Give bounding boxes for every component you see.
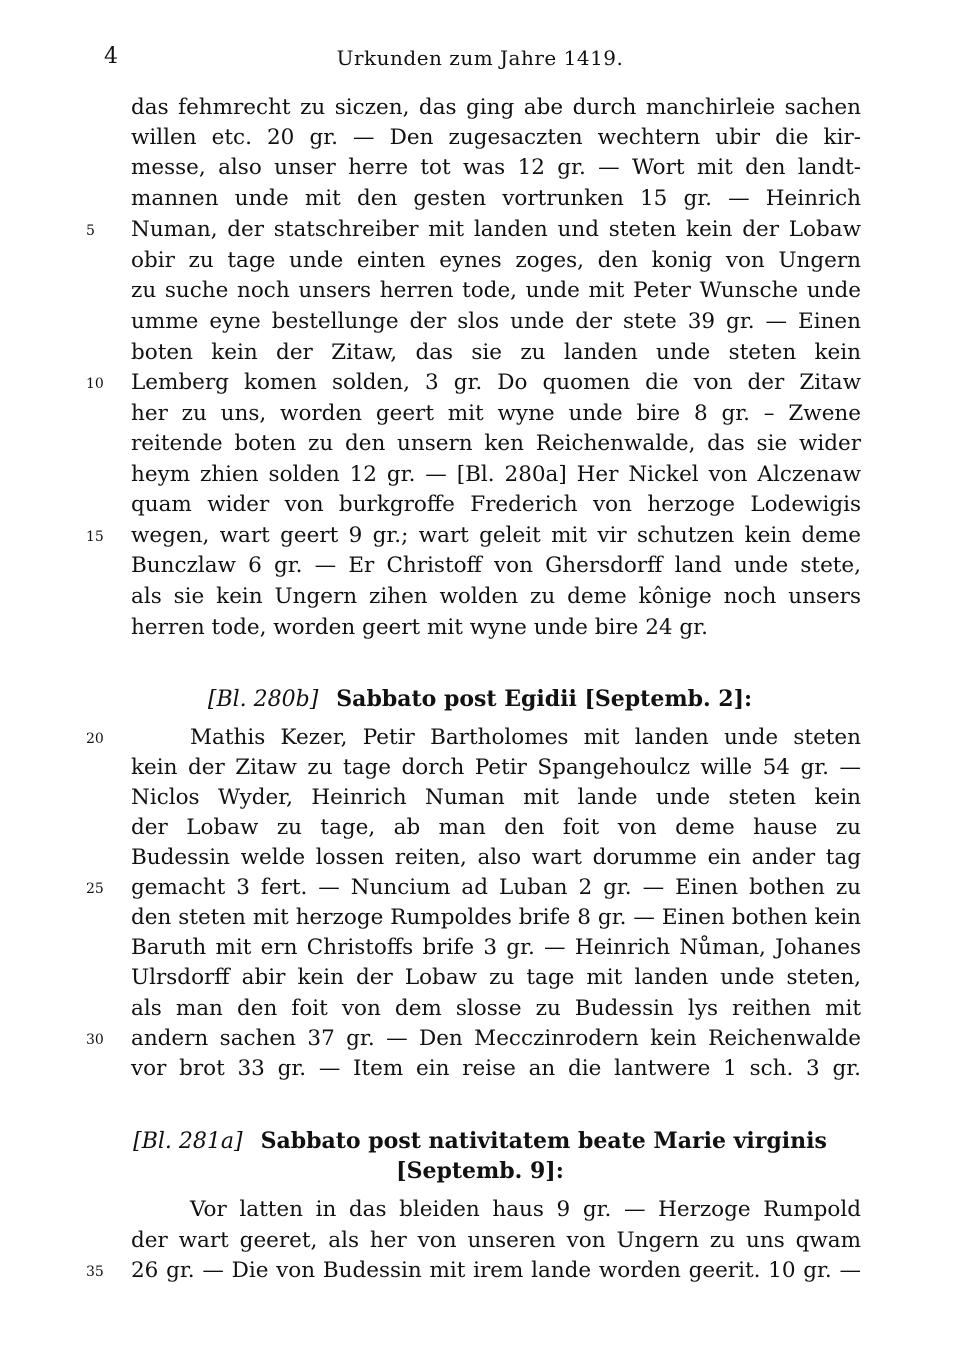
text-line: Vor latten in das bleiden haus 9 gr. — Herzoge Rumpold xyxy=(190,1197,861,1222)
line-number-20: 20 xyxy=(86,731,104,747)
text-line: das fehmrecht zu siczen, das ging abe durch manchirleie sachen xyxy=(131,95,861,120)
section-title: Sabbato post Egidii [Septemb. 2]: xyxy=(336,686,753,712)
running-title: Urkunden zum Jahre 1419. xyxy=(336,46,624,70)
text-line: Baruth mit ern Christoffs brife 3 gr. — Heinrich Nůman, Johanes xyxy=(131,935,861,960)
text-line: reitende boten zu den unsern ken Reichenwalde, das sie wider xyxy=(131,431,861,456)
line-number-30: 30 xyxy=(86,1032,104,1048)
line-number-25: 25 xyxy=(86,881,104,897)
text-line: Ulrsdorff abir kein der Lobaw zu tage mit landen unde steten, xyxy=(131,965,861,990)
text-line: kein der Zitaw zu tage dorch Petir Spangehoulcz wille 54 gr. — xyxy=(131,755,861,780)
section-heading-continued xyxy=(0,1155,960,1187)
folio-reference: [Bl. 281a] xyxy=(133,1129,243,1154)
text-line: her zu uns, worden geert mit wyne unde bire 8 gr. – Zwene xyxy=(131,401,861,426)
folio-reference: [Bl. 280b] xyxy=(207,687,319,712)
text-line: umme eyne bestellunge der slos unde der stete 39 gr. — Einen xyxy=(131,309,861,334)
text-line: heym zhien solden 12 gr. — [Bl. 280a] Her Nickel von Alczenaw xyxy=(131,462,861,487)
text-line: quam wider von burkgroffe Frederich von herzoge Lodewigis xyxy=(131,492,861,517)
text-line: 26 gr. — Die von Budessin mit irem lande worden geerit. 10 gr. — xyxy=(131,1258,861,1283)
section-heading xyxy=(0,1125,960,1157)
section-title-date: [Septemb. 9]: xyxy=(396,1158,564,1184)
text-line: herren tode, worden geert mit wyne unde bire 24 gr. xyxy=(131,615,708,640)
section-title: Sabbato post nativitatem beate Marie virginis xyxy=(260,1128,827,1154)
text-line: Niclos Wyder, Heinrich Numan mit lande unde steten kein xyxy=(131,785,861,810)
line-number-5: 5 xyxy=(86,223,95,239)
text-line: willen etc. 20 gr. — Den zugesaczten wechtern ubir die kir- xyxy=(131,125,861,150)
text-line: den steten mit herzoge Rumpoldes brife 8 gr. — Einen bothen kein xyxy=(131,905,861,930)
text-line: mannen unde mit den gesten vortrunken 15 gr. — Heinrich xyxy=(131,186,861,211)
text-line: messe, also unser herre tot was 12 gr. — Wort mit den landt- xyxy=(131,155,861,180)
page-header xyxy=(0,44,960,76)
line-number-35: 35 xyxy=(86,1264,104,1280)
text-line: Bunczlaw 6 gr. — Er Christoff von Ghersdorff land unde stete, xyxy=(131,553,861,578)
text-line: zu suche noch unsers herren tode, unde mit Peter Wunsche unde xyxy=(131,278,861,303)
text-line: boten kein der Zitaw, das sie zu landen unde steten kein xyxy=(131,340,861,365)
text-line: wegen, wart geert 9 gr.; wart geleit mit vir schutzen kein deme xyxy=(131,523,861,548)
text-line: Mathis Kezer, Petir Bartholomes mit landen unde steten xyxy=(190,725,861,750)
text-line: Numan, der statschreiber mit landen und steten kein der Lobaw xyxy=(131,217,861,242)
text-line: gemacht 3 fert. — Nuncium ad Luban 2 gr. — Einen bothen zu xyxy=(131,875,861,900)
line-number-10: 10 xyxy=(86,376,104,392)
section-heading xyxy=(0,683,960,715)
text-line: der Lobaw zu tage, ab man den foit von deme hause zu xyxy=(131,815,861,840)
text-line: als sie kein Ungern zihen wolden zu deme kônige noch unsers xyxy=(131,584,861,609)
text-line: vor brot 33 gr. — Item ein reise an die lantwere 1 sch. 3 gr. xyxy=(131,1056,861,1081)
text-line: als man den foit von dem slosse zu Budessin lys reithen mit xyxy=(131,996,861,1021)
text-line: obir zu tage unde einten eynes zoges, den konig von Ungern xyxy=(131,248,861,273)
text-line: der wart geeret, als her von unseren von Ungern zu uns qwam xyxy=(131,1228,861,1253)
page-number: 4 xyxy=(104,44,118,69)
text-line: Lemberg komen solden, 3 gr. Do quomen die von der Zitaw xyxy=(131,370,861,395)
text-line: andern sachen 37 gr. — Den Mecczinrodern kein Reichenwalde xyxy=(131,1026,861,1051)
line-number-15: 15 xyxy=(86,529,104,545)
text-line: Budessin welde lossen reiten, also wart dorumme ein ander tag xyxy=(131,845,861,870)
